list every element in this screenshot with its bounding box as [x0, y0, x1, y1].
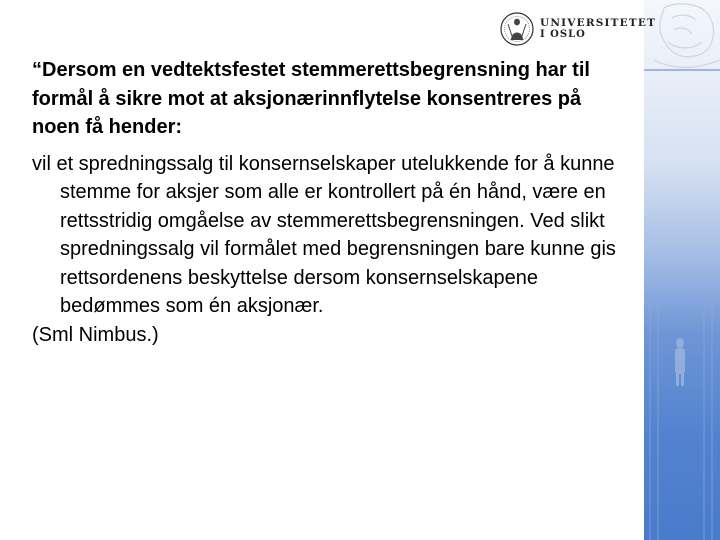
university-logo: [500, 10, 656, 48]
university-seal-icon: [500, 10, 534, 48]
slide-source-reference: (Sml Nimbus.): [32, 323, 159, 346]
classical-statue-artwork: [644, 0, 720, 540]
slide-content: [32, 56, 632, 349]
decorative-side-panel: [644, 0, 720, 540]
slide-body-text: vil et spredningssalg til konsernselskaper utelukkende for å kunne stemme for aksjer som alle er kontrollert på én hånd, være en rettsstridig omgåelse av stemmerettsbegrensningen. Ved slikt spredningssalg vil formålet med begrensningen bare kunne gis rettsordenens beskyttelse dersom konsernselskapene bedømmes som én aksjonær.: [32, 152, 616, 317]
logo-university-name: UNIVERSITETET: [540, 17, 657, 29]
logo-city-name: I OSLO: [540, 29, 586, 40]
slide-heading: “Dersom en vedtektsfestet stemmerettsbegrensning har til formål å sikre mot at aksjonærinnflytelse konsentreres på noen få hender:: [32, 59, 590, 138]
header-divider: [644, 69, 720, 71]
